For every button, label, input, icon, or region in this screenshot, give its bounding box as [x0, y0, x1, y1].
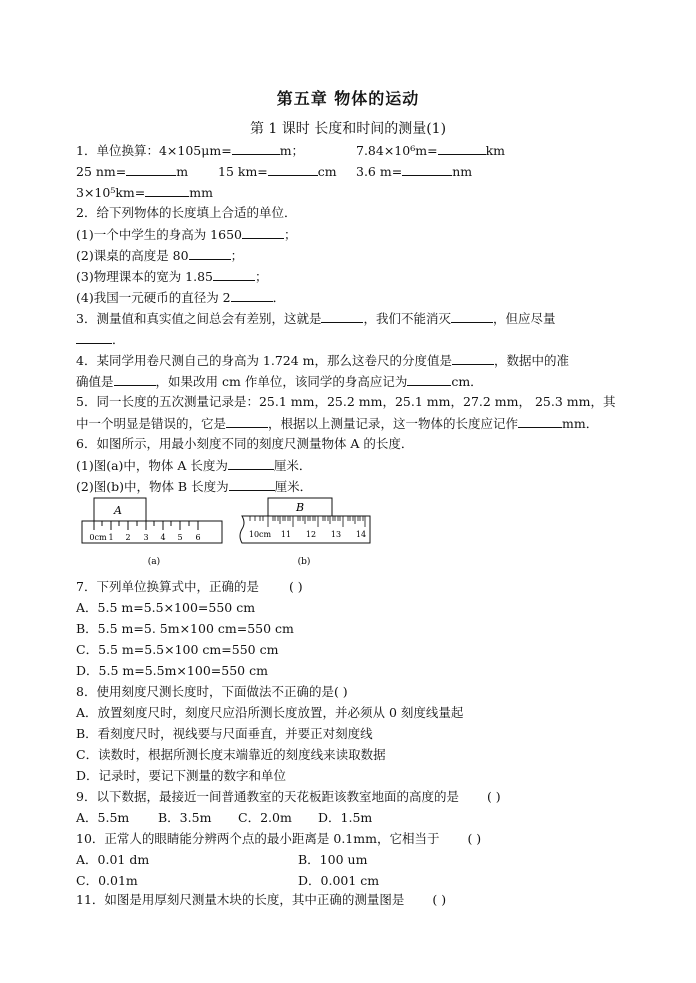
figure-b-caption: (b): [297, 557, 311, 567]
answer-blank[interactable]: [231, 287, 273, 302]
question-4-line-2: [76, 371, 483, 392]
answer-blank[interactable]: [232, 140, 280, 155]
ruler-b-tick-label: 13: [330, 530, 342, 539]
q3-text: ，我们不能消灭: [363, 311, 451, 326]
answer-paren[interactable]: ( ): [467, 831, 482, 846]
q2-punct: ；: [230, 248, 244, 263]
question-1-line-1: [76, 140, 304, 161]
answer-blank[interactable]: [268, 161, 318, 176]
q6-unit: 厘米．: [273, 458, 312, 473]
question-3-line-1: [76, 308, 556, 329]
q6-unit: 厘米．: [274, 479, 313, 494]
q2-punct: ；: [284, 227, 297, 242]
question-10-stem: [76, 829, 481, 849]
q2-punct: ；: [255, 269, 268, 284]
figure-b-ruler: [240, 498, 370, 567]
answer-blank[interactable]: [438, 140, 486, 155]
question-1-line-2-mid: [218, 161, 337, 182]
q5-text: 中一个明显是错误的，它是: [76, 416, 227, 431]
q2-item-text: (3)物理课本的宽为 1.85: [76, 269, 214, 284]
question-6-part-b: [76, 476, 312, 497]
question-9-option-b[interactable]: B．3.5m: [158, 810, 212, 825]
ruler-a-tick-label: 1: [108, 533, 114, 542]
question-7-stem: [76, 577, 303, 597]
question-2-item-4: [76, 287, 285, 308]
block-b-label: B: [295, 501, 305, 514]
question-10-option-b[interactable]: B．100 um: [298, 852, 368, 867]
q1-unit: nm: [452, 164, 473, 179]
answer-blank[interactable]: [228, 455, 274, 470]
question-2-item-1: [76, 224, 297, 245]
question-4-line-1: [76, 350, 569, 371]
question-10-option-c[interactable]: C．0.01m: [76, 873, 138, 888]
question-1-line-2: [76, 161, 188, 182]
answer-blank[interactable]: [518, 413, 562, 428]
q11-stem-text: 11．如图是用厚刻尺测量木块的长度，其中正确的测量图是: [76, 892, 405, 907]
q9-stem-text: 9．以下数据，最接近一间普通教室的天花板距该教室地面的高度的是: [76, 789, 459, 804]
answer-blank[interactable]: [126, 161, 176, 176]
question-1-line-2-right: [356, 161, 472, 182]
q4-text: ，数据中的准: [494, 353, 570, 368]
chapter-title: 第五章 物体的运动: [276, 89, 420, 108]
q2-punct: ．: [272, 290, 286, 305]
ruler-b-tick-label: 10cm: [248, 530, 272, 539]
answer-blank[interactable]: [145, 182, 189, 197]
q1-unit: mm: [189, 185, 213, 200]
question-5-line-2: [76, 413, 598, 434]
q10-stem-text: 10．正常人的眼睛能分辨两个点的最小距离是 0.1mm，它相当于: [76, 831, 440, 846]
q5-text: mm．: [562, 416, 599, 431]
question-9-stem: [76, 787, 501, 807]
q2-item-text: (2)课桌的高度是 80: [76, 248, 189, 263]
question-9-option-a[interactable]: A．5.5m: [76, 810, 130, 825]
answer-paren[interactable]: ( ): [432, 892, 447, 907]
question-7-option-c[interactable]: C．5.5 m=5.5×100 cm=550 cm: [76, 642, 279, 657]
answer-paren[interactable]: ( ): [486, 789, 501, 804]
question-8-option-c[interactable]: C．读数时，根据所测长度末端靠近的刻度线来读取数据: [76, 747, 386, 762]
q1-unit: m: [176, 164, 189, 179]
answer-blank[interactable]: [407, 371, 451, 386]
question-8-option-a[interactable]: A．放置刻度尺时，刻度尺应沿所测长度放置，并必须从 0 刻度线量起: [76, 705, 464, 720]
q4-text: 4．某同学用卷尺测自己的身高为 1.724 m，那么这卷尺的分度值是: [76, 353, 453, 368]
q6-text: (1)图(a)中，物体 A 长度为: [76, 458, 228, 473]
q2-item-text: (4)我国一元硬币的直径为 2: [76, 290, 231, 305]
question-8-option-b[interactable]: B．看刻度尺时，视线要与尺面垂直，并要正对刻度线: [76, 726, 373, 741]
question-8-option-d[interactable]: D．记录时，要记下测量的数字和单位: [76, 768, 287, 783]
question-9-option-c[interactable]: C．2.0m: [238, 810, 292, 825]
question-6-stem: 6．如图所示，用最小刻度不同的刻度尺测量物体 A 的长度．: [76, 436, 414, 451]
answer-blank[interactable]: [321, 308, 363, 323]
answer-blank[interactable]: [451, 308, 493, 323]
q4-text: 确值是: [76, 374, 114, 389]
ruler-a-tick-label: 0cm: [89, 533, 107, 542]
ruler-b-tick-label: 11: [280, 530, 292, 539]
q1-text: 3.6 m=: [356, 164, 403, 179]
answer-blank[interactable]: [189, 245, 231, 260]
block-a-label: A: [114, 504, 122, 517]
answer-blank[interactable]: [226, 413, 268, 428]
ruler-a-tick-label: 3: [143, 533, 149, 542]
question-11-stem: [76, 890, 446, 910]
ruler-a-tick-label: 6: [195, 533, 201, 542]
ruler-a-tick-label: 4: [160, 533, 166, 542]
question-7-option-b[interactable]: B．5.5 m=5. 5m×100 cm=550 cm: [76, 621, 294, 636]
q3-text: ，但应尽量: [492, 311, 556, 326]
q1-text-d: km: [485, 143, 505, 158]
answer-blank[interactable]: [242, 224, 284, 239]
answer-blank[interactable]: [76, 329, 112, 344]
q5-text: ，根据以上测量记录，这一物体的长度应记作: [268, 416, 519, 431]
q4-text: cm．: [451, 374, 483, 389]
question-9-option-d[interactable]: D．1.5m: [318, 810, 373, 825]
q1-text: 15 km=: [218, 164, 268, 179]
answer-blank[interactable]: [114, 371, 156, 386]
q1-unit: cm: [317, 164, 337, 179]
question-7-option-a[interactable]: A．5.5 m=5.5×100=550 cm: [76, 600, 256, 615]
question-6-part-a: [76, 455, 311, 476]
question-8-stem: 8．使用刻度尺测长度时，下面做法不正确的是( ): [76, 684, 348, 699]
question-7-option-d[interactable]: D．5.5 m=5.5m×100=550 cm: [76, 663, 268, 678]
q1-text-a: 1．单位换算：4×105μm=: [76, 143, 232, 158]
answer-blank[interactable]: [452, 350, 494, 365]
ruler-b-tick-label: 14: [355, 530, 367, 539]
question-2-item-2: [76, 245, 243, 266]
ruler-a-tick-label: 2: [125, 533, 131, 542]
q7-stem-text: 7．下列单位换算式中，正确的是: [76, 579, 259, 594]
q1-text-b: m；: [279, 143, 305, 158]
question-1-line-1-right: [356, 140, 505, 161]
lesson-subtitle: 第 1 课时 长度和时间的测量(1): [249, 121, 447, 137]
q6-text: (2)图(b)中，物体 B 长度为: [76, 479, 229, 494]
question-10-option-a[interactable]: A．0.01 dm: [76, 852, 150, 867]
question-10-option-d[interactable]: D．0.001 cm: [298, 873, 380, 888]
ruler-figures: [80, 496, 380, 576]
answer-paren[interactable]: ( ): [288, 579, 303, 594]
question-2-item-3: [76, 266, 268, 287]
answer-blank[interactable]: [213, 266, 255, 281]
q4-text: ，如果改用 cm 作单位，该同学的身高应记为: [155, 374, 408, 389]
ruler-b-tick-label: 12: [305, 530, 317, 539]
q3-text: ．: [112, 332, 125, 347]
q1-text: 3×10⁵km=: [76, 185, 146, 200]
q3-text: 3．测量值和真实值之间总会有差别，这就是: [76, 311, 322, 326]
q2-item-text: (1)一个中学生的身高为 1650: [76, 227, 242, 242]
question-1-line-3: [76, 182, 213, 203]
question-2-stem: 2．给下列物体的长度填上合适的单位．: [76, 205, 297, 220]
ruler-a-tick-label: 5: [177, 533, 183, 542]
figure-a-ruler: [82, 498, 222, 567]
answer-blank[interactable]: [402, 161, 452, 176]
answer-blank[interactable]: [229, 476, 275, 491]
question-5-line-1: 5．同一长度的五次测量记录是：25.1 mm，25.2 mm，25.1 mm，27.2 mm， 25.3 mm，其: [76, 394, 616, 409]
q1-text-c: 7.84×10⁶m=: [356, 143, 438, 158]
q1-text: 25 nm=: [76, 164, 127, 179]
question-3-line-2: [76, 329, 125, 350]
figure-a-caption: (a): [147, 557, 161, 567]
